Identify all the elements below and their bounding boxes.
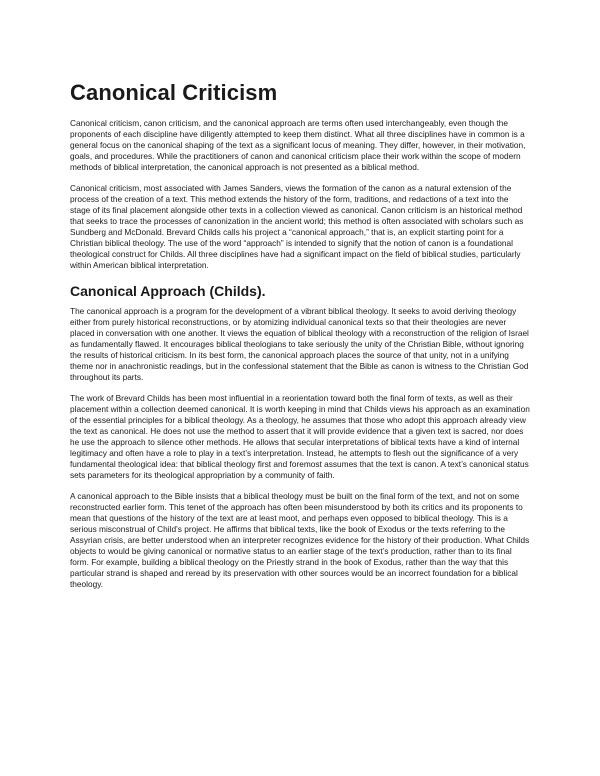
section-paragraph-3: A canonical approach to the Bible insists that a biblical theology must be built on the final form of the text, and not on some reconstructed earlier form. This tenet of the approach has often been misunderstood by both its critics and its proponents to mean that questions of the history of the text are at least moot, and perhaps even opposed to biblical theology. This is a serious misconstrual of Child’s project. He affirms that biblical texts, like the book of Exodus or the texts referring to the Assyrian crisis, are better understood when an interpreter recognizes evidence for the history of their production. What Childs objects to would be giving canonical or normative status to an earlier stage of the text’s production, rather than to its final form. For example, building a biblical theology on the Priestly strand in the book of Exodus, rather than the way that this particular strand is shaped and reread by its preservation with other sources would be an incorrect foundation for a biblical theology.	[70, 491, 530, 589]
intro-paragraph-2: Canonical criticism, most associated with James Sanders, views the formation of the canon as a natural extension of the process of the creation of a text. This method extends the history of the form, traditions, and redactions of a text into the stage of its final placement alongside other texts in a collection viewed as canonical. Canon criticism is an historical method that seeks to trace the processes of canonization in the ancient world; this method is often associated with scholars such as Sundberg and McDonald. Brevard Childs calls his project a “canonical approach,” that is, an explicit starting point for a Christian biblical theology. The use of the word “approach” is intended to signify that the notion of canon is a foundational theological construct for Childs. All three disciplines have had a significant impact on the field of biblical studies, particularly within American biblical interpretation.	[70, 183, 524, 270]
page-title: Canonical Criticism	[70, 80, 278, 105]
section-heading: Canonical Approach (Childs).	[70, 283, 266, 299]
intro-paragraph-1: Canonical criticism, canon criticism, and the canonical approach are terms often used interchangeably, even though the proponents of each discipline have diligently attempted to keep them distinct. What all three disciplines have in common is a general focus on the canonical shaping of the text as a significant locus of meaning. They differ, however, in their motivation, goals, and procedures. While the practitioners of canon and canonical criticism place their work within the scope of modern methods of biblical interpretation, the canonical approach is not presented as a biblical method.	[70, 118, 526, 172]
section-paragraph-1: The canonical approach is a program for the development of a vibrant biblical theology. It seeks to avoid deriving theology either from purely historical reconstructions, or by atomizing individual canonical texts so that their theologies are never placed in conversation with one another. It views the equation of biblical theology with a reconstruction of the religion of Israel as fundamentally flawed. It encourages biblical theologians to take seriously the unity of the Christian Bible, without ignoring the results of historical criticism. In its best form, the canonical approach places the source of that unity, not in a unifying theme nor in anachronistic readings, but in the confessional statement that the Bible as canon is witness to the Christian God throughout its parts.	[70, 306, 529, 382]
document-body	[70, 80, 530, 600]
section-paragraph-2: The work of Brevard Childs has been most influential in a reorientation toward both the final form of texts, as well as their placement within a collection deemed canonical. It is worth keeping in mind that Childs views his approach as an examination of the essential principles for a biblical theology. As a theology, he assumes that those who adopt this approach already view the text as canonical. He does not use the method to assert that it will provide evidence that a given text is sacred, nor does he use the approach to silence other methods. He allows that secular interpretations of biblical texts have a kind of internal legitimacy and often have a role to play in a text’s interpretation. Instead, he attempts to flesh out the significance of a very fundamental theological idea: that biblical theology first and foremost assumes that the text is canon. A text’s canonical status sets parameters for its theological appropriation by a community of faith.	[70, 393, 530, 480]
